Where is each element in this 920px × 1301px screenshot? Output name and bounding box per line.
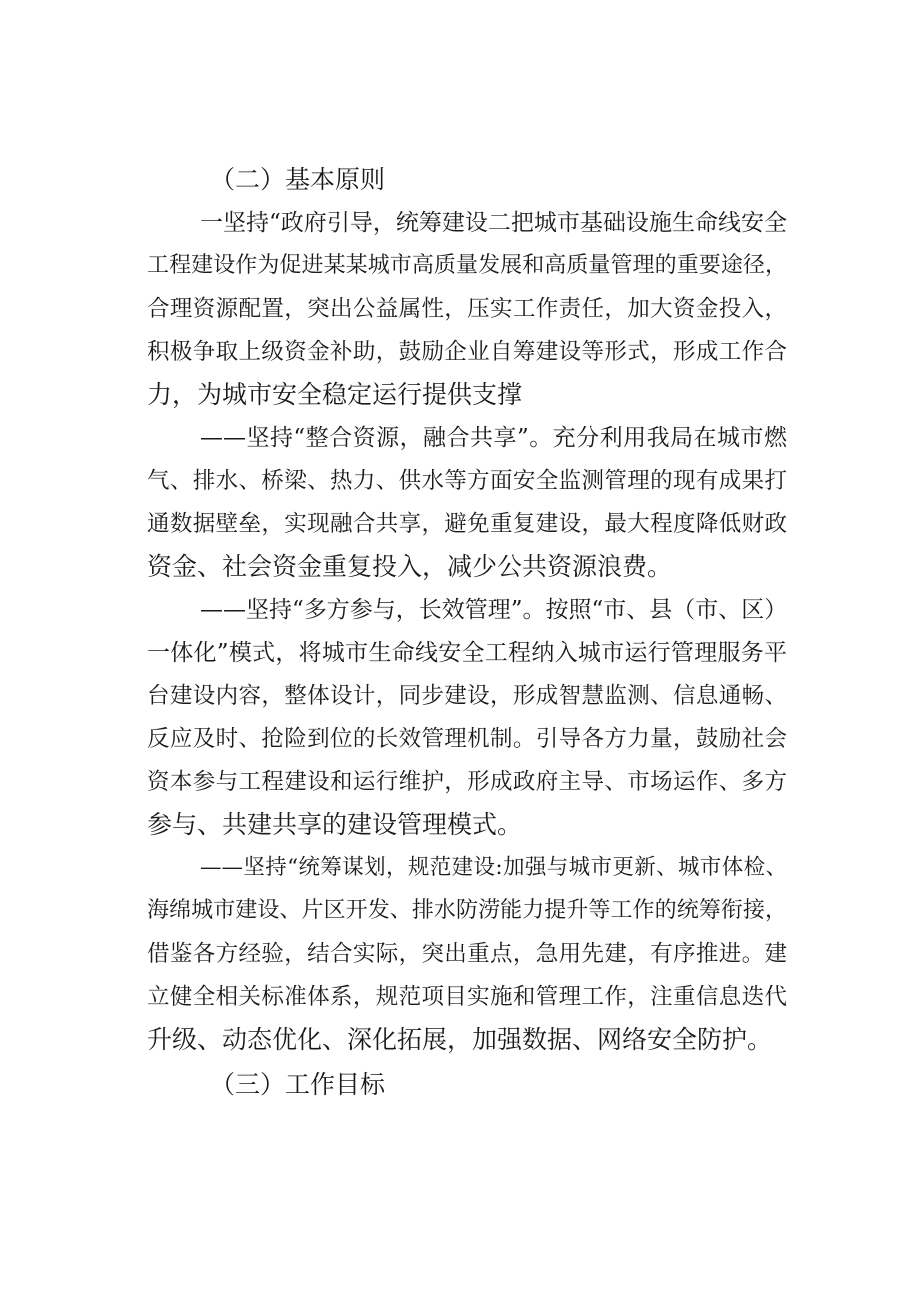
para2-line-2: 气、排水、桥梁、热力、供水等方面安全监测管理的现有成果打 <box>147 468 787 494</box>
para4-line-4: 立健全相关标准体系，规范项目实施和管理工作，注重信息迭代 <box>147 984 787 1010</box>
para2-line-1: ——坚持“整合资源，融合共享”。充分利用我局在城市燃 <box>200 425 787 451</box>
para3-line-1: ——坚持“多方参与，长效管理”。按照“市、县（市、区） <box>200 597 788 623</box>
para3-line-6: 参与、共建共享的建设管理模式。 <box>147 810 523 839</box>
para2-line-4: 资金、社会资金重复投入，减少公共资源浪费。 <box>147 552 673 581</box>
para1-line-3: 合理资源配置，突出公益属性，压实工作责任，加大资金投入， <box>147 296 787 322</box>
para4-line-2: 海绵城市建设、片区开发、排水防涝能力提升等工作的统筹衔接， <box>147 898 787 923</box>
para3-line-4: 反应及时、抢险到位的长效管理机制。引导各方力量，鼓励社会 <box>147 726 787 752</box>
para4-line-5: 升级、动态优化、深化拓展，加强数据、网络安全防护。 <box>147 1025 773 1054</box>
section-heading-goals: （三）工作目标 <box>210 1070 386 1099</box>
para1-line-1: 一坚持“政府引导，统筹建设二把城市基础设施生命线安全 <box>200 210 787 236</box>
para1-line-5: 力，为城市安全稳定运行提供支撑 <box>147 380 523 409</box>
section-heading-principles: （二）基本原则 <box>210 165 386 194</box>
para2-line-3: 通数据壁垒，实现融合共享，避免重复建设，最大程度降低财政 <box>147 511 787 537</box>
para1-line-4: 积极争取上级资金补助，鼓励企业自筹建设等形式，形成工作合 <box>147 339 787 365</box>
para4-line-1: ——坚持“统筹谋划，规范建设:加强与城市更新、城市体检、 <box>200 855 787 880</box>
para4-line-3: 借鉴各方经验，结合实际，突出重点，急用先建，有序推进。建 <box>147 941 787 967</box>
para3-line-5: 资本参与工程建设和运行维护，形成政府主导、市场运作、多方 <box>147 769 787 795</box>
para3-line-3: 台建设内容，整体设计，同步建设，形成智慧监测、信息通畅、 <box>147 683 787 709</box>
para3-line-2: 一体化”模式，将城市生命线安全工程纳入城市运行管理服务平 <box>147 640 787 666</box>
para1-line-2: 工程建设作为促进某某城市高质量发展和高质量管理的重要途径， <box>147 253 787 278</box>
